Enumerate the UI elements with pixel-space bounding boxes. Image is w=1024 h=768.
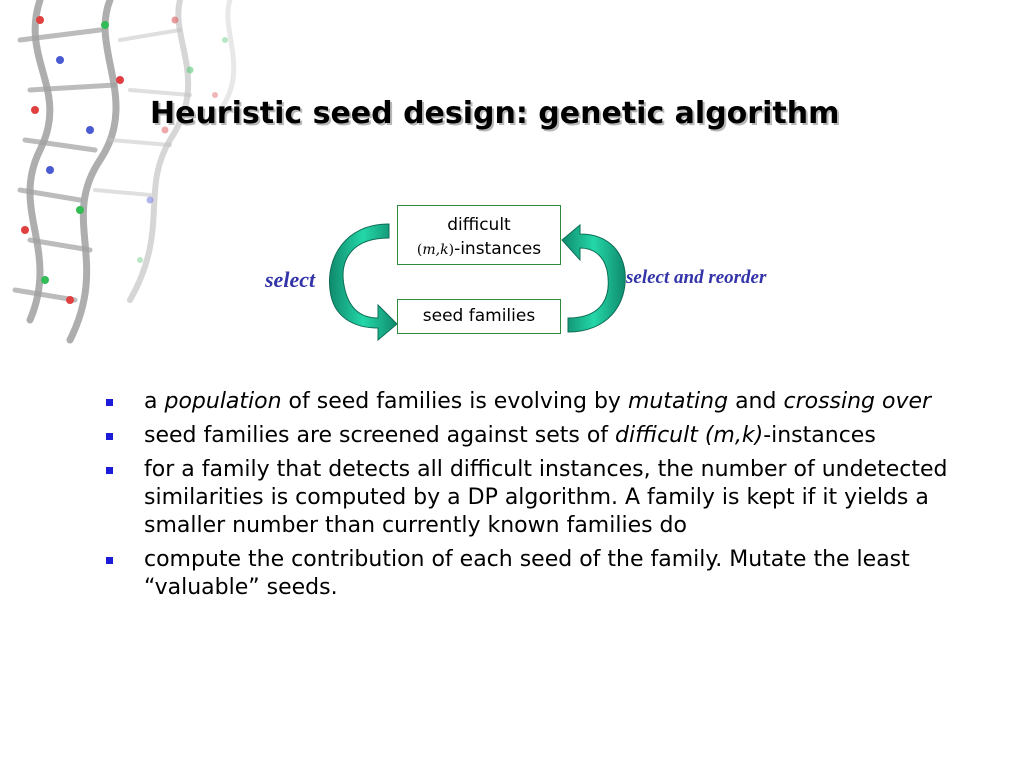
bullet-text: of seed families is evolving by [281, 389, 628, 414]
instances-box-line1: difficult [447, 215, 511, 235]
instances-box-line2: (m,k)-instances [416, 239, 542, 259]
bullet-text: -instances [763, 423, 876, 448]
bullet-square-icon [106, 399, 113, 406]
left-cycle-arrow [329, 224, 397, 340]
bullet-text: seed families are screened against sets of [144, 423, 616, 448]
bullet-text: a [144, 389, 165, 414]
select-label: select [265, 267, 316, 292]
bullet-text: crossing over [783, 389, 932, 414]
bullet-text: compute the contribution of each seed of the family. Mutate the least “valuable” seeds. [144, 547, 910, 600]
bullet-item [106, 546, 966, 602]
mk-symbol: m,k [422, 242, 449, 258]
slide-title: Heuristic seed design: genetic algorithm [150, 96, 840, 131]
bullet-text: mutating [627, 389, 729, 414]
seed-families-box: seed families [397, 299, 561, 334]
instances-suffix: -instances [454, 239, 542, 259]
bullet-item [106, 388, 966, 416]
bullet-item [106, 422, 966, 450]
bullet-text: difficult (m,k) [615, 423, 764, 448]
bullet-square-icon [106, 433, 113, 440]
select-and-reorder-label: select and reorder [626, 267, 767, 288]
bullet-square-icon [106, 467, 113, 474]
right-cycle-arrow [562, 225, 625, 332]
difficult-instances-box [397, 205, 561, 265]
bullet-item [106, 456, 966, 540]
bullet-text: population [164, 389, 282, 414]
bullet-text: for a family that detects all difficult instances, the number of undetected similarities is computed by a DP algorithm. A family is kept if it yields a smaller number than currently known families do [144, 457, 948, 538]
bullet-square-icon [106, 557, 113, 564]
bullet-list [106, 388, 966, 608]
bullet-text: and [728, 389, 784, 414]
